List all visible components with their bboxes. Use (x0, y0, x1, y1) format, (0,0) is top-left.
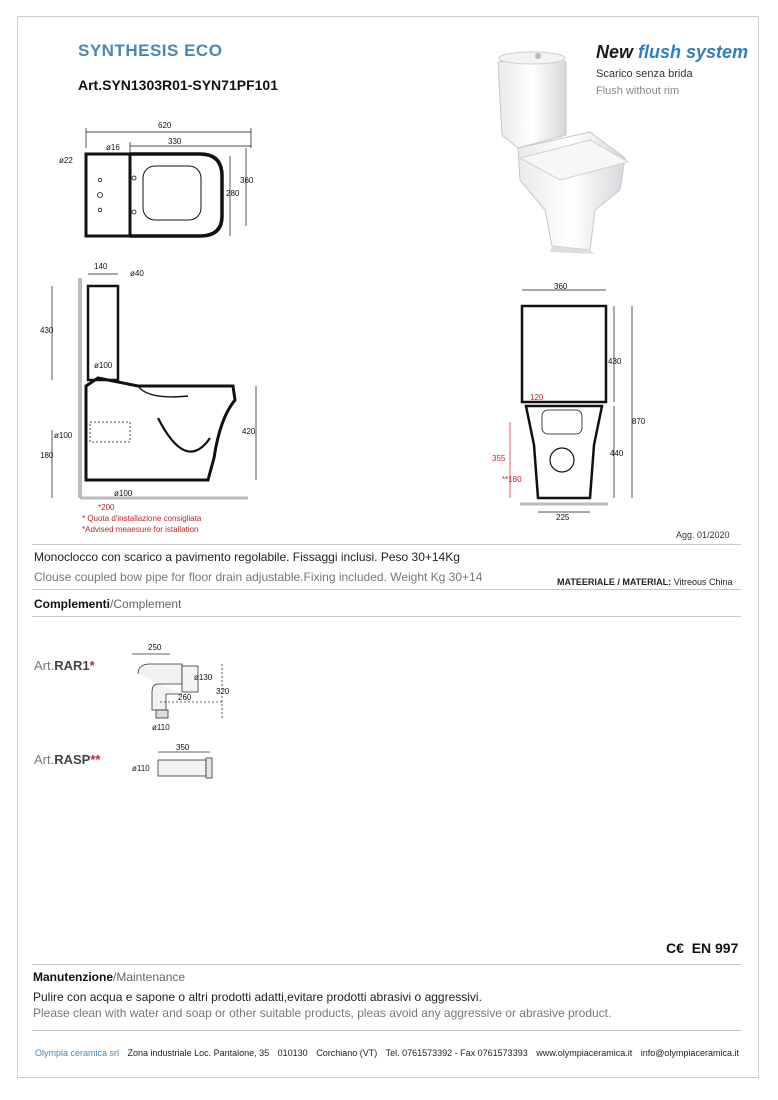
complementi-title: Complementi (34, 597, 111, 611)
material (557, 577, 733, 587)
footer-cap: 010130 (277, 1048, 308, 1058)
new-label: New (596, 42, 634, 62)
dim-180-front: **180 (502, 475, 522, 484)
material-label: MATEERIALE / MATERIAL: (557, 577, 672, 587)
ce-certification (666, 940, 738, 956)
ce-mark: C€ (666, 940, 684, 956)
dim-360-front: 360 (554, 282, 568, 291)
dim-330: 330 (168, 137, 182, 146)
dim-phi22: ø22 (59, 156, 73, 165)
tagline-italian: Scarico senza brida (596, 68, 693, 80)
product-image (490, 40, 650, 255)
dim-phi100-top: ø100 (94, 361, 113, 370)
maintenance-italian: Pulire con acqua e sapone o altri prodotti adatti,evitare prodotti abrasivi o aggressivi. (33, 990, 482, 1004)
rasp-drawing (130, 740, 220, 784)
dim-320: 320 (216, 687, 230, 696)
footer (35, 1048, 745, 1058)
dim-225: 225 (556, 513, 570, 522)
dim-phi100-mid: ø100 (54, 431, 73, 440)
note-advised: *Advised meaesure for istallation (82, 525, 199, 534)
footer-website-link[interactable]: www.olympiaceramica.it (536, 1048, 633, 1058)
article-rasp-label (34, 752, 100, 767)
dim-420: 420 (242, 427, 256, 436)
dim-250: 250 (148, 643, 162, 652)
dim-350: 350 (176, 743, 190, 752)
maintenance-heading (33, 970, 185, 984)
note-quota: * Quota d'installazione consigliata (82, 514, 202, 523)
article-rar1-label (34, 658, 95, 673)
divider (32, 616, 741, 617)
maintenance-english: Please clean with water and soap or other suitable products, pleas avoid any aggressive or abrasive product. (33, 1006, 612, 1020)
dim-430: 430 (40, 326, 54, 335)
dim-355: 355 (492, 454, 506, 463)
dim-phi40: ø40 (130, 269, 144, 278)
footer-email-link[interactable]: info@olympiaceramica.it (640, 1048, 739, 1058)
divider (32, 1030, 741, 1031)
dim-phi130: ø130 (194, 673, 213, 682)
front-view-drawing (482, 280, 662, 525)
article-code-rasp: RASP (54, 752, 91, 767)
footer-phone: Tel. 0761573392 - Fax 0761573393 (385, 1048, 528, 1058)
en-standard: EN 997 (691, 940, 739, 956)
divider (32, 544, 741, 545)
divider (32, 589, 741, 590)
product-title: SYNTHESIS ECO (78, 41, 223, 60)
complementi-title-en: /Complement (110, 597, 182, 611)
description-english: Clouse coupled bow pipe for floor drain adjustable.Fixing included. Weight Kg 30+14 (34, 570, 483, 584)
dim-120: 120 (530, 393, 544, 402)
article-star: * (89, 658, 95, 673)
dim-360: 360 (240, 176, 254, 185)
dim-440: 440 (610, 449, 624, 458)
top-view-drawing (50, 118, 270, 243)
material-value: Vitreous China (673, 577, 733, 587)
side-view-drawing (38, 258, 268, 528)
article-prefix: Art. (34, 752, 55, 767)
description-italian: Monoclocco con scarico a pavimento regolabile. Fissaggi inclusi. Peso 30+14Kg (34, 550, 460, 564)
article-code-rar1: RAR1 (54, 658, 90, 673)
dim-phi110-rasp: ø110 (132, 764, 150, 773)
article-star: ** (90, 752, 101, 767)
update-date: Agg. 01/2020 (676, 530, 730, 540)
dim-180: 180 (40, 451, 54, 460)
dim-phi16: ø16 (106, 143, 120, 152)
dim-620: 620 (158, 121, 172, 130)
flush-system-label: flush system (638, 42, 749, 62)
dim-430-front: 430 (608, 357, 622, 366)
dim-280: 280 (226, 189, 240, 198)
rar1-drawing (122, 640, 252, 735)
complementi-heading (34, 597, 181, 611)
divider (32, 964, 741, 965)
dim-phi100-bottom: ø100 (114, 489, 133, 498)
dim-200: *200 (98, 503, 115, 512)
footer-company: Olympia ceramica srl (35, 1048, 120, 1058)
dim-phi110: ø110 (152, 723, 170, 732)
tagline-english: Flush without rim (596, 85, 680, 97)
footer-address: Zona industriale Loc. Pantalone, 35 (127, 1048, 270, 1058)
dim-140: 140 (94, 262, 108, 271)
dim-260: 260 (178, 693, 192, 702)
footer-city: Corchiano (VT) (316, 1048, 378, 1058)
maintenance-title-en: /Maintenance (113, 970, 186, 984)
article-prefix: Art. (34, 658, 55, 673)
maintenance-title: Manutenzione (33, 970, 113, 984)
dim-870: 870 (632, 417, 646, 426)
article-code: Art.SYN1303R01-SYN71PF101 (78, 77, 278, 93)
